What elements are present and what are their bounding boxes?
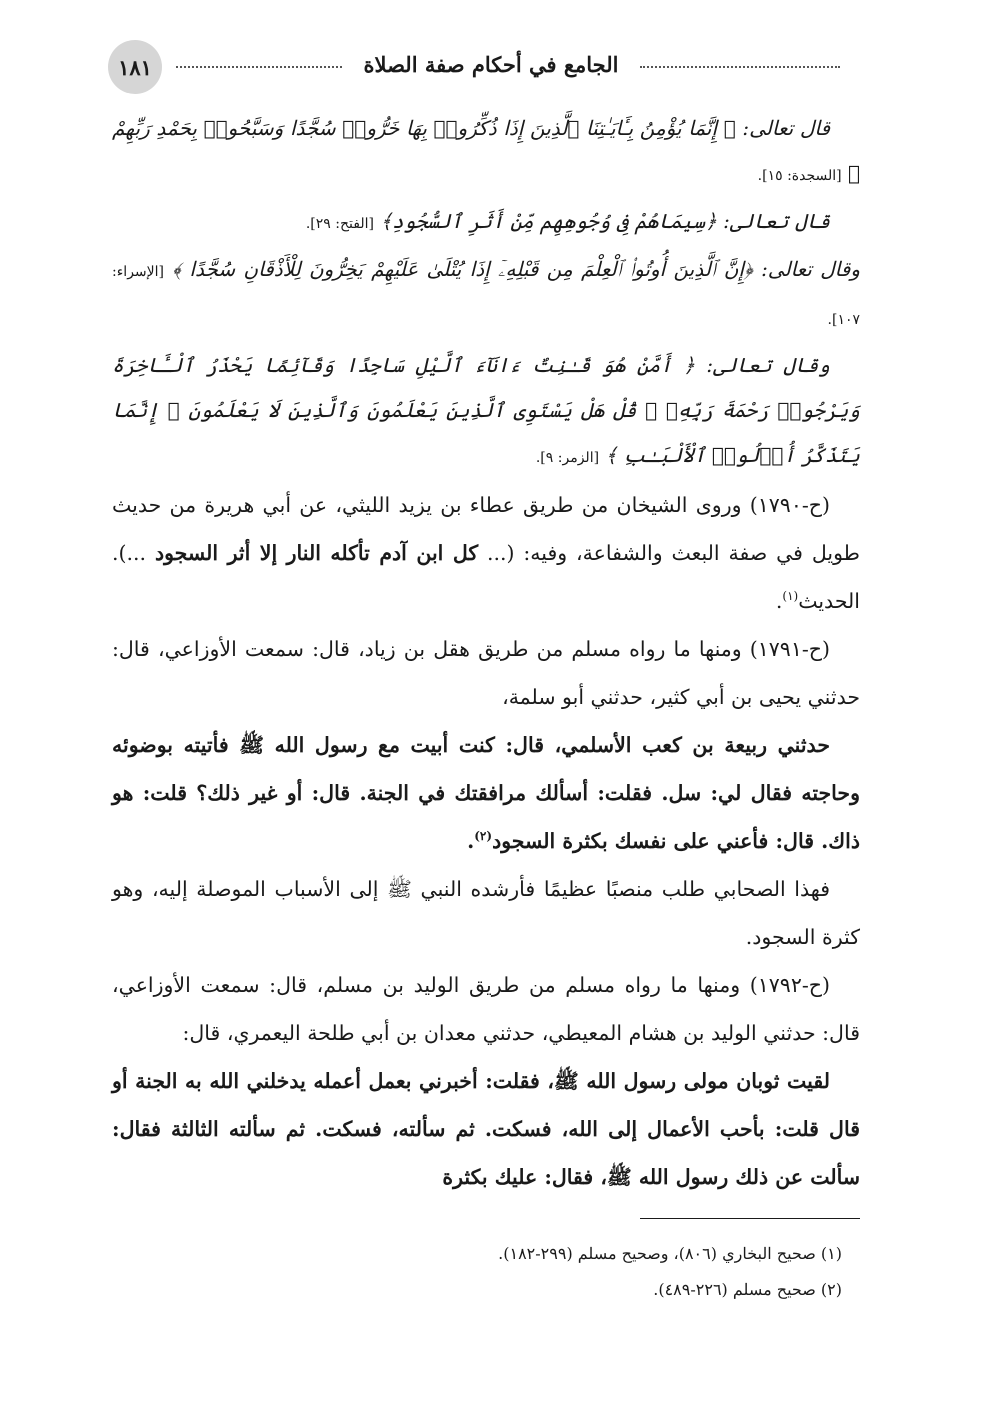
verse-text: قال تعالى: ﴿سِيمَاهُمْ فِى وُجُوهِهِم مِّنْ أَثَرِ ٱلسُّجُودِ﴾ [380,209,830,233]
hadith-1792-chain [112,961,860,1057]
quran-verse-isra [112,247,860,343]
punctuation: . [467,829,475,853]
header-dotted-leader [176,66,342,68]
quran-verse-sajdah [112,106,860,199]
hadith-1791-matn [112,721,860,865]
quran-verse-zumar [112,343,860,481]
footnote-marker: (١) [782,589,799,604]
verse-reference: [الإسراء: ١٠٧]. [112,264,860,328]
hadith-chain: (ح-١٧٩٠) وروى الشيخان من طريق عطاء بن يزيد الليثي، عن أبي هريرة من حديث طويل في صفة البعث والشفاعة، وفيه: (... [112,493,860,565]
body-text [112,106,860,1201]
verse-reference: [الفتح: ٢٩]. [305,216,374,232]
book-title: الجامع في أحكام صفة الصلاة [363,52,619,77]
verse-text: وقال تعالى: ﴿ أَمَّنْ هُوَ قَـٰنِتٌ ءَانَآءَ ٱلَّيْلِ سَاجِدًا وَقَآئِمًا يَحْذَرُ ٱلْـَٔاخِرَةَ وَيَرْجُوا۟ رَحْمَةَ رَبِّهِۦ ۗ قُلْ هَلْ يَسْتَوِى ٱلَّذِينَ يَعْلَمُونَ وَٱلَّذِينَ لَا يَعْلَمُونَ ۗ إِنَّمَا يَتَذَكَّرُ أُو۟لُوا۟ ٱلْأَلْبَـٰبِ ﴾ [112,353,860,467]
footnote-1: (١) صحيح البخاري (٨٠٦)، وصحيح مسلم (٢٩٩-١٨٢). [498,1244,842,1263]
verse-text: قال تعالى: ﴿ إِنَّمَا يُؤْمِنُ بِـَٔايَـٰتِنَا ٱلَّذِينَ إِذَا ذُكِّرُوا۟ بِهَا خَرُّوا۟ سُجَّدًا وَسَبَّحُوا۟ بِحَمْدِ رَبِّهِمْ ﴾ [112,116,860,185]
hadith-matn: كل ابن آدم تأكله النار إلا أثر السجود [154,541,479,565]
punctuation: . [775,589,783,613]
hadith-1791-chain [112,625,860,721]
hadith-tail: ...). الحديث [112,541,860,613]
header-dotted-leader-right [640,66,840,68]
quran-verse-fath [112,199,860,247]
commentary [112,865,860,961]
page-number: ١٨١ [108,40,162,94]
hadith-1790 [112,481,860,625]
footnote-marker: (٢) [474,829,493,844]
hadith-chain: (ح-١٧٩١) ومنها ما رواه مسلم من طريق هقل بن زياد، قال: سمعت الأوزاعي، قال: حدثني يحيى بن أبي كثير، حدثني أبو سلمة، [112,637,860,709]
hadith-matn: لقيت ثوبان مولى رسول الله ﷺ، فقلت: أخبرني بعمل أعمله يدخلني الله به الجنة أو قال قلت: بأحب الأعمال إلى الله، فسكت. ثم سألته، فسكت. ثم سألته الثالثة فقال: سألت عن ذلك رسول الله ﷺ، فقال: عليك بكثرة [112,1069,860,1189]
verse-reference: [السجدة: ١٥]. [757,168,842,184]
verse-reference: [الزمر: ٩]. [535,450,600,466]
commentary-text: فهذا الصحابي طلب منصبًا عظيمًا فأرشده النبي ﷺ إلى الأسباب الموصلة إليه، وهو كثرة السجود. [112,877,860,949]
hadith-chain: (ح-١٧٩٢) ومنها ما رواه مسلم من طريق الوليد بن مسلم، قال: سمعت الأوزاعي، قال: حدثني الوليد بن هشام المعيطي، حدثني معدان بن أبي طلحة اليعمري، قال: [112,973,860,1045]
hadith-1792-matn [112,1057,860,1201]
footnotes [112,1236,860,1308]
footnote-separator [640,1218,860,1219]
verse-text: وقال تعالى: ﴿إِنَّ ٱلَّذِينَ أُوتُوا۟ ٱلْعِلْمَ مِن قَبْلِهِۦٓ إِذَا يُتْلَىٰ عَلَيْهِمْ يَخِرُّونَ لِلْأَذْقَانِ سُجَّدًا ﴾ [172,257,860,281]
footnote-2: (٢) صحيح مسلم (٢٢٦-٤٨٩). [653,1280,842,1299]
hadith-matn: حدثني ربيعة بن كعب الأسلمي، قال: كنت أبيت مع رسول الله ﷺ فأتيته بوضوئه وحاجته فقال لي: سل. فقلت: أسألك مرافقتك في الجنة. قال: أو غير ذلك؟ قلت: هو ذاك. قال: فأعني على نفسك بكثرة السجود [112,733,860,853]
